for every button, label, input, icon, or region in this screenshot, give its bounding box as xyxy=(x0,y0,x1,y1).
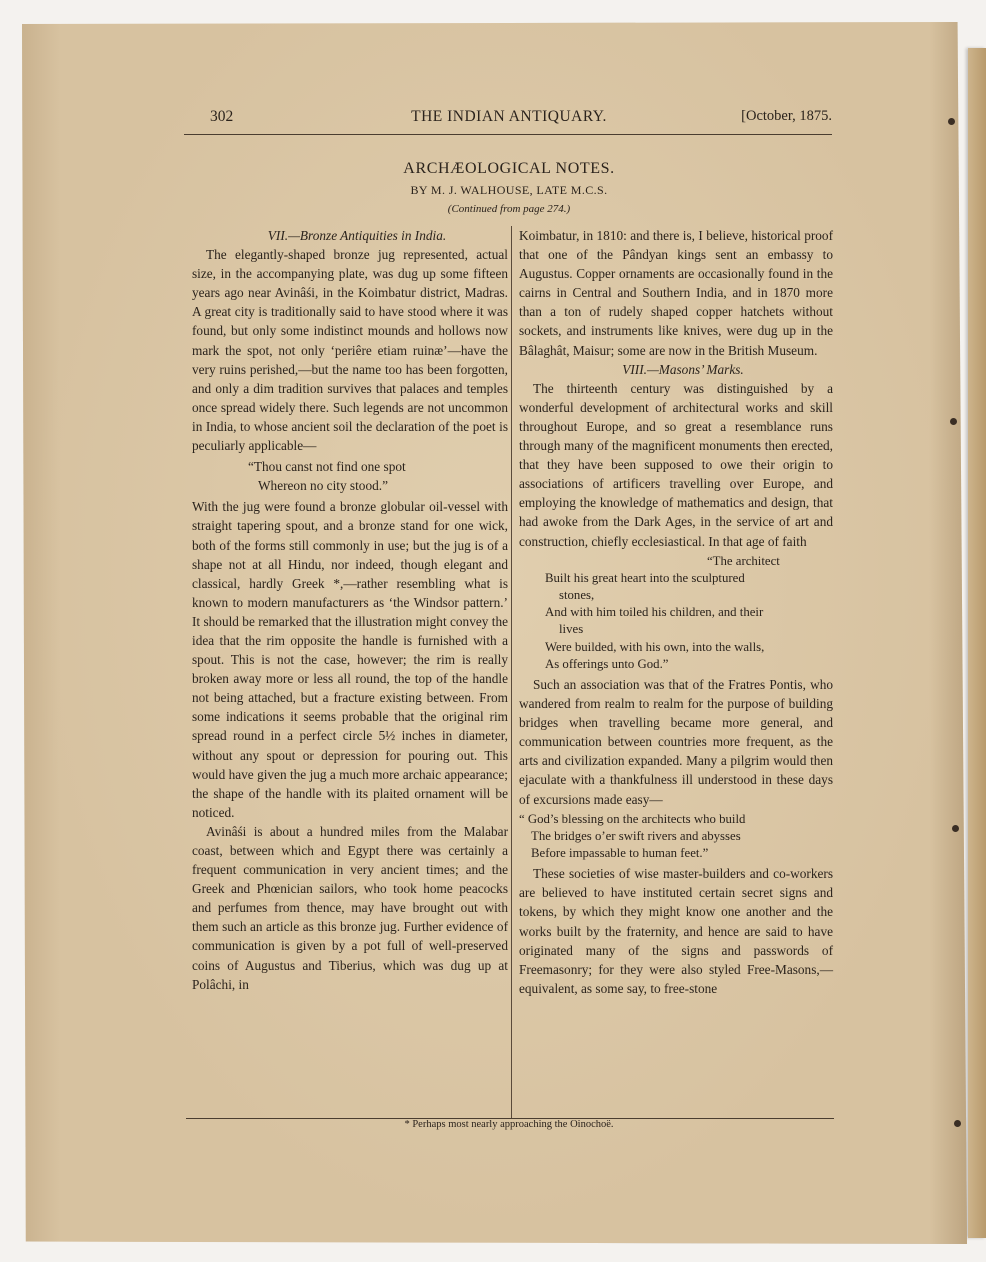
paragraph: The elegantly-shaped bronze jug represented, actual size, in the accompanying plate, was dug up some fifteen years ago near Avinâśi, in the Koimbatur district, Madras. A great city is traditionally said to have stood where it was found, but only some indistinct mounds and hollows now mark the spot, not only ‘periêre etiam ruinæ’—have the very ruins perished,—but the name too has been forgotten, and only a dim tradition survives that palaces and temples once spread widely there. Such legends are not uncommon in India, to whose ancient soil the declaration of the poet is peculiarly applicable— xyxy=(192,247,508,454)
article-title: ARCHÆOLOGICAL NOTES. xyxy=(403,160,615,177)
section-heading-masons: VIII.—Masons’ Marks. xyxy=(622,361,744,377)
footnote: * Perhaps most nearly approaching the Oinochoë. xyxy=(404,1119,614,1130)
page-number: 302 xyxy=(210,108,234,125)
header-rule xyxy=(184,134,832,135)
running-header xyxy=(186,108,832,130)
verse-line: And with him toiled his children, and their xyxy=(545,605,764,620)
verse-line: Were builded, with his own, into the walls, xyxy=(545,639,765,654)
verse-line: “ God’s blessing on the architects who build xyxy=(519,811,746,826)
paragraph: The thirteenth century was distinguished by a wonderful development of architectural works and skill throughout Europe, and so great a resemblance runs through many of the magnificent monuments then erected, that they have been supposed to owe their origin to associations of artificers travelling over Europe, and employing the knowledge of mathematics and design, that had awoke from the Dark Ages, in the service of art and construction, chiefly ecclesiastical. In that age of faith xyxy=(519,380,833,549)
right-column xyxy=(519,226,833,998)
verse-line: As offerings unto God.” xyxy=(545,656,669,671)
left-column xyxy=(192,226,508,994)
paragraph: With the jug were found a bronze globular oil-vessel with straight tapering spout, and a bronze stand for one wick, both of the forms still commonly in use; but the jug is of a shape not at all Hindu, nor indeed, though elegant and classical, hardly Greek *,—rather resembling what is known to modern manufacturers as ‘the Windsor pattern.’ It should be remarked that the illustration might convey the idea that the rim opposite the handle is furnished with a spout. This is not the case, however; the rim is really broken away more or less all round, the top of the handle not being attached, but a fracture existing between. From some indications it seems probable that the original rim spread round in a perfect circle 5½ inches in diameter, without any spout or depression for pouring out. This would have given the jug a much more archaic appearance; the shape of the handle with its plaited ornament will be noticed. xyxy=(192,499,508,820)
continued-note: (Continued from page 274.) xyxy=(447,203,571,215)
journal-title: THE INDIAN ANTIQUARY. xyxy=(411,108,607,125)
verse-quote xyxy=(519,811,833,863)
section-heading-bronze: VII.—Bronze Antiquities in India. xyxy=(267,228,447,243)
verse-line: Whereon no city stood.” xyxy=(258,478,388,494)
verse-line: “The architect xyxy=(707,553,780,568)
paragraph: Avinâśi is about a hundred miles from the Malabar coast, between which and Egypt there was certainly a frequent communication in very ancient times; and the Greek and Phœnician sailors, who took home peacocks and perfumes from thence, may have brought out with them such an article as this bronze jug. Further evidence of communication is given by a pot full of well-preserved coins of Augustus and Tiberius, which was dug up at Polâchi, in xyxy=(192,823,508,992)
paragraph: These societies of wise master-builders and co-workers are believed to have instituted certain secret signs and tokens, by which they might know one another and the works built by the fraternity, and hence are said to have originated many of the signs and passwords of Freemasonry; for they were also styled Free-Masons,—equivalent, as some say, to free-stone xyxy=(519,866,833,996)
binding-staple xyxy=(950,418,957,425)
verse-line: stones, xyxy=(559,588,595,602)
verse-line: Before impassable to human feet.” xyxy=(531,846,709,861)
verse-line: Built his great heart into the sculptured xyxy=(545,570,745,585)
binding-staple xyxy=(954,1120,961,1127)
article-byline: BY M. J. WALHOUSE, LATE M.C.S. xyxy=(410,183,608,197)
issue-date: [October, 1875. xyxy=(741,108,832,124)
verse-line: lives xyxy=(559,622,584,637)
adjacent-page-edge xyxy=(968,48,986,1238)
verse-quote xyxy=(519,553,833,673)
column-divider xyxy=(511,226,512,1118)
verse-line: The bridges o’er swift rivers and abysses xyxy=(531,828,741,843)
paragraph: Such an association was that of the Fratres Pontis, who wandered from realm to realm for the purpose of building bridges when travelling became more general, and communication between countries more frequent, as the arts and civilization expanded. Many a pilgrim would then ejaculate with a thankfulness ill understood in these days of excursions made easy— xyxy=(519,677,833,807)
paragraph: Koimbatur, in 1810: and there is, I believe, historical proof that one of the Pândyan kings sent an embassy to Augustus. Copper ornaments are occasionally found in the cairns in Central and Southern India, and in 1870 more than a ton of rudely shaped copper hatchets without sockets, and instruments like knives, were dug up in the Bâlaghât, Maisur; some are now in the British Museum. xyxy=(519,228,833,358)
binding-staple xyxy=(952,825,959,832)
verse-quote xyxy=(192,457,508,495)
verse-line: “Thou canst not find one spot xyxy=(248,459,406,475)
binding-staple xyxy=(948,118,955,125)
